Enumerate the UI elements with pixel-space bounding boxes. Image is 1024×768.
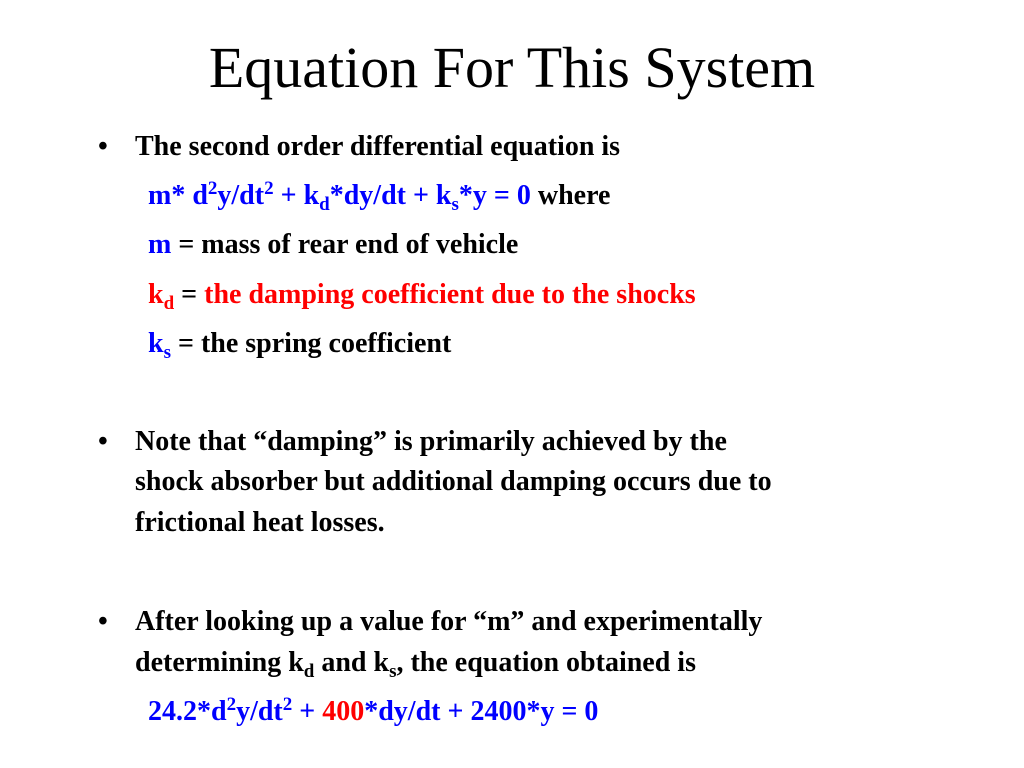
definition-ks: [148, 325, 451, 363]
def-kd-text: the damping coefficient due to the shocks: [204, 279, 696, 310]
eq-ydt: y/dt: [217, 180, 265, 211]
res-b: y/dt: [236, 696, 283, 727]
general-equation: [148, 177, 610, 215]
bullet-3-line-1: After looking up a value for “m” and experimentally: [135, 606, 763, 637]
definition-m: [148, 226, 518, 264]
eq-d: d: [192, 180, 208, 211]
def-ks-symbol: k: [148, 328, 164, 359]
def-kd-symbol: k: [148, 279, 164, 310]
b3-sub-s: s: [389, 661, 397, 682]
def-kd-sub: d: [163, 293, 175, 314]
eq-where: where: [537, 180, 611, 211]
res-exp-b: 2: [282, 694, 293, 715]
bullet-2-line-3: frictional heat losses.: [135, 507, 385, 538]
bullet-marker-3: •: [98, 606, 108, 637]
slide-title: Equation For This System: [208, 35, 816, 100]
b3-b: and k: [314, 647, 390, 678]
res-c: +: [292, 696, 323, 727]
eq-dydt: *dy/dt + k: [329, 180, 452, 211]
eq-plus: +: [280, 180, 297, 211]
eq-k: k: [303, 180, 320, 211]
res-exp-a: 2: [226, 694, 237, 715]
eq-yzero: *y = 0: [458, 180, 531, 211]
eq-exp-b: 2: [264, 178, 274, 199]
bullet-marker-1: •: [98, 131, 108, 162]
res-d: *dy/dt + 2400*y = 0: [364, 696, 599, 727]
b3-sub-d: d: [303, 661, 315, 682]
def-ks-sub: s: [163, 342, 171, 363]
result-equation: [148, 693, 598, 731]
bullet-2-line-1: Note that “damping” is primarily achieved by the: [135, 426, 727, 457]
b3-c: , the equation obtained is: [396, 647, 696, 678]
eq-sub-d: d: [319, 194, 330, 215]
bullet-3-line-2: [135, 644, 696, 682]
eq-exp-a: 2: [207, 178, 218, 199]
res-a: 24.2*d: [148, 696, 227, 727]
def-ks-text: = the spring coefficient: [177, 328, 452, 359]
def-m-symbol: m: [148, 229, 172, 260]
definition-kd: [148, 276, 696, 314]
eq-m: m*: [148, 180, 186, 211]
eq-sub-s: s: [451, 194, 459, 215]
bullet-2-line-2: shock absorber but additional damping occurs due to: [135, 466, 772, 497]
bullet-1-text: The second order differential equation is: [135, 131, 621, 162]
res-coef-red: 400: [322, 696, 365, 727]
b3-a: determining k: [135, 647, 304, 678]
bullet-marker-2: •: [98, 426, 108, 457]
def-m-text: = mass of rear end of vehicle: [178, 229, 519, 260]
def-kd-eq: =: [181, 279, 198, 310]
